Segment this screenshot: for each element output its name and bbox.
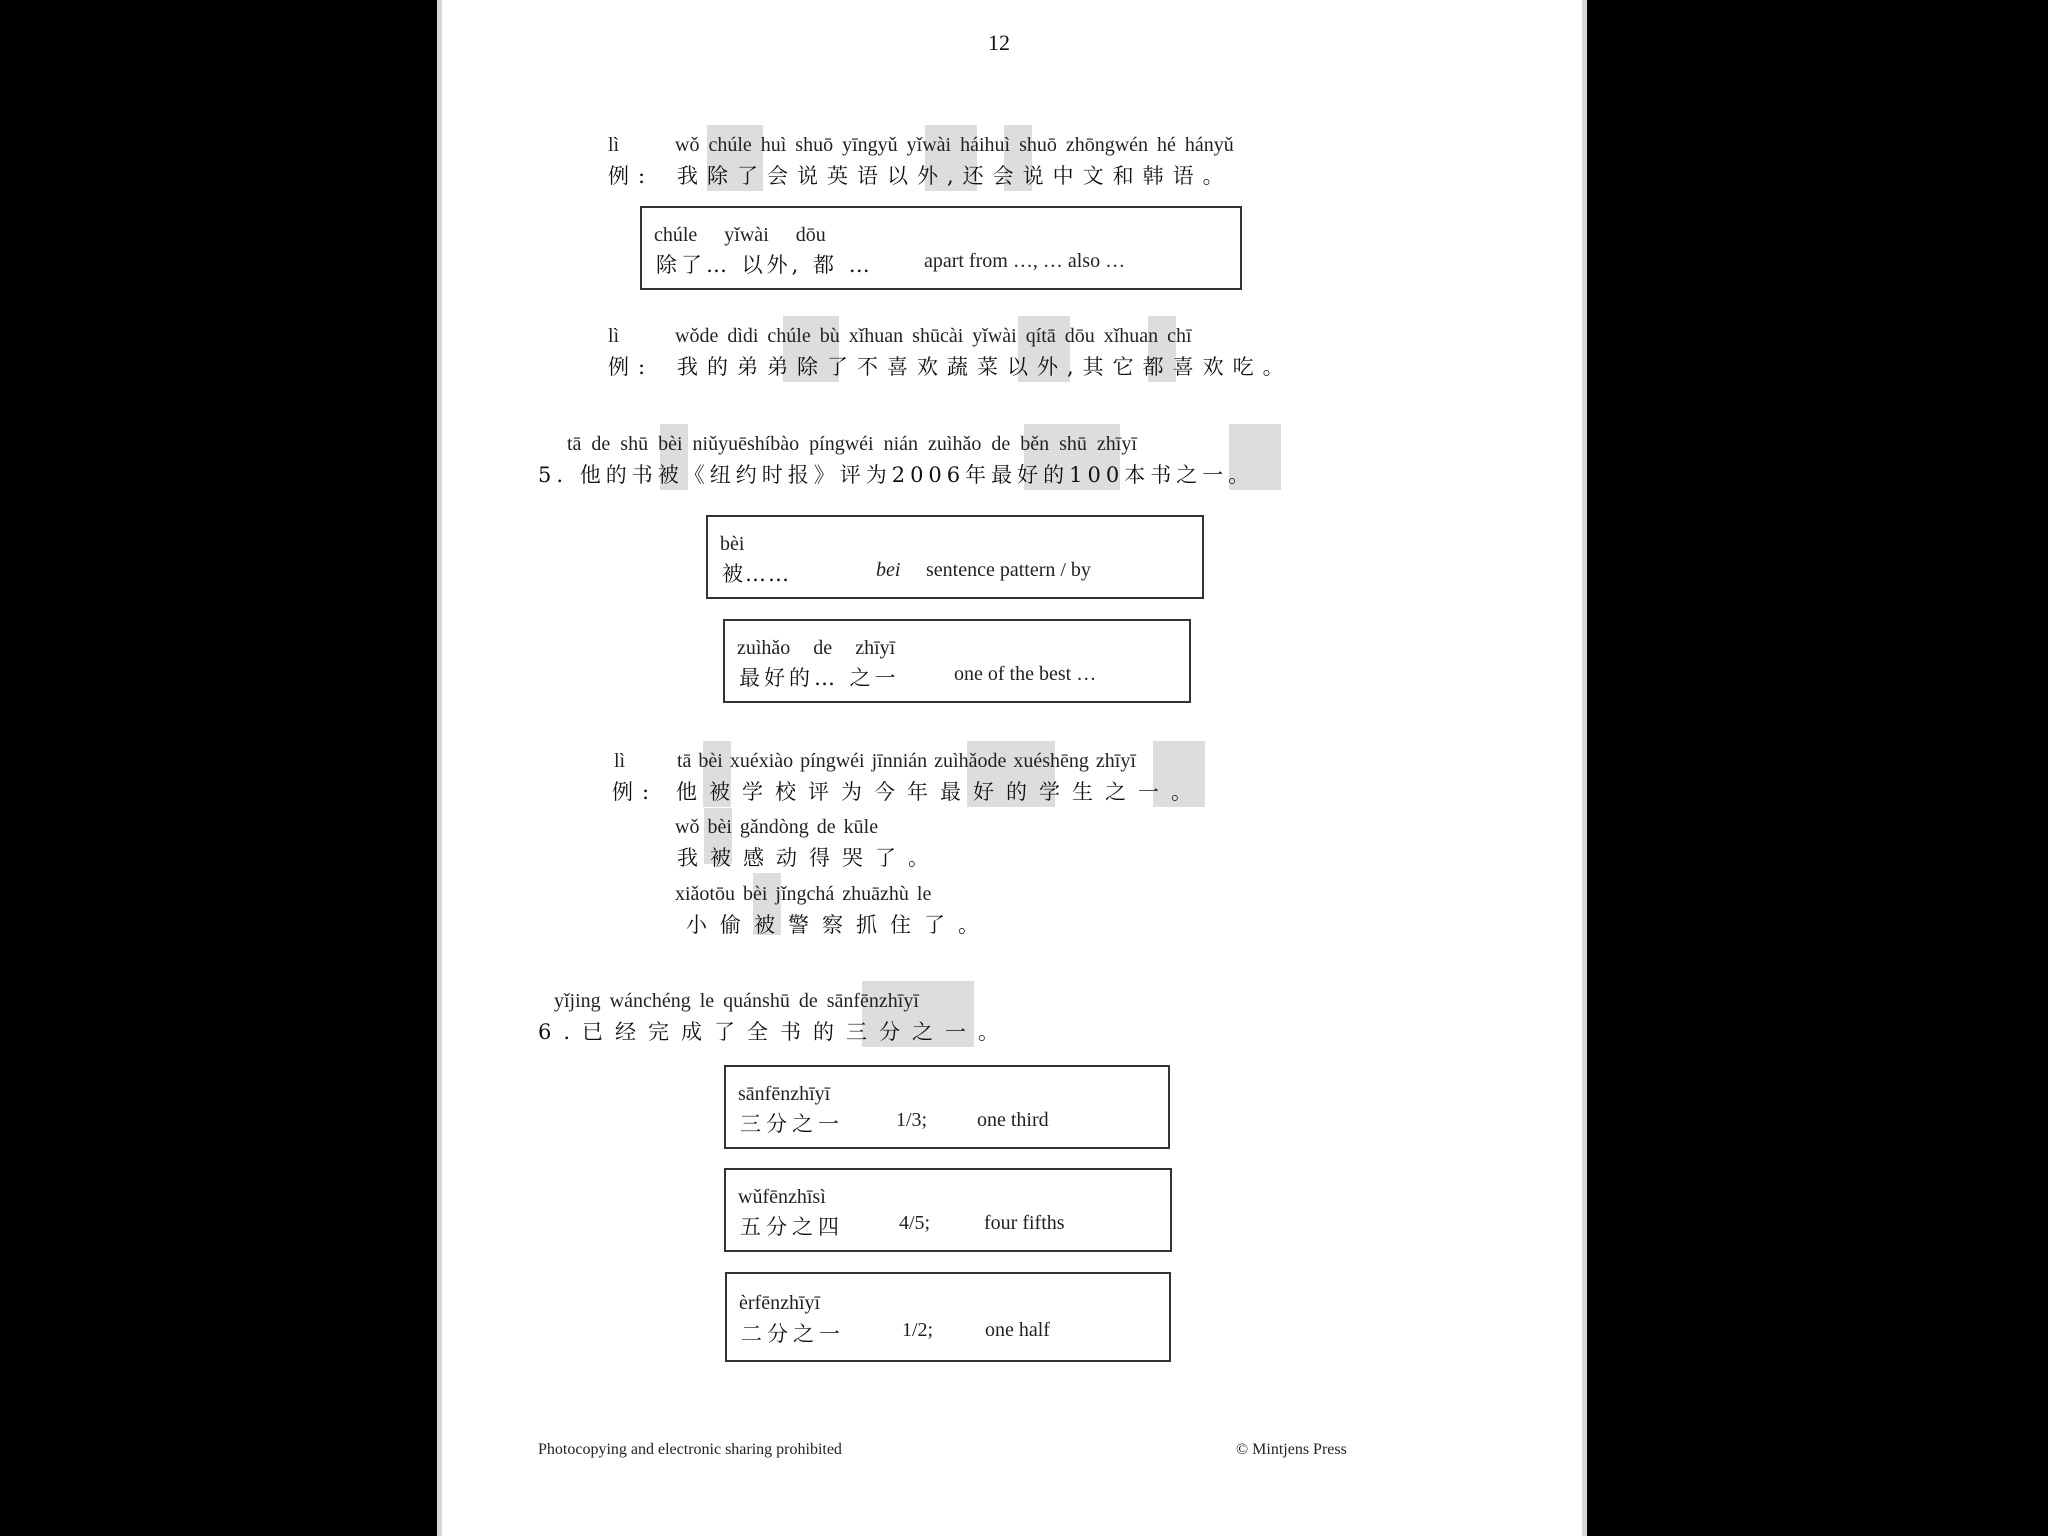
page-edge-right [1582,0,1587,1536]
vocab-hanzi: 除了… 以外, 都 … [656,253,874,277]
vocab-hanzi: 五分之四 [740,1215,844,1239]
vocab-fraction: 4/5; [899,1212,931,1234]
vocab-hanzi: 三分之一 [740,1112,844,1136]
example-label: 例: [608,164,655,188]
document-page[interactable] [442,0,1582,1536]
vocab-pinyin: zuìhǎo de zhīyī [737,637,896,659]
footer-copyright: © Mintjens Press [1236,1441,1347,1458]
vocab-box-zuihao-zhiyi [723,619,1191,703]
vocab-box-chule-yiwai [640,206,1242,290]
vocab-pattern: bei [876,559,901,581]
vocab-pinyin: wǔfēnzhīsì [738,1186,826,1208]
sentence-5-hanzi: 5. 他的书被《纽约时报》评为2006年最好的100本书之一。 [538,463,1255,487]
vocab-meaning: one third [977,1109,1049,1131]
example-1-hanzi: 我除了会说英语以外,还会说中文和韩语。 [677,164,1233,188]
example-4-hanzi: 我被感动得哭了。 [677,846,941,870]
example-2-pinyin: wǒde dìdi chúle bù xǐhuan shūcài yǐwài qítā dōu xǐhuan chī [675,325,1192,347]
vocab-meaning: one half [985,1319,1050,1341]
example-label-pinyin: lì [608,325,620,347]
footer-notice: Photocopying and electronic sharing prohibited [538,1441,842,1458]
example-5-hanzi: 小偷被警察抓住了。 [686,913,992,937]
sentence-5-pinyin: tā de shū bèi niǔyuēshíbào píngwéi nián zuìhǎo de běn shū zhīyī [567,433,1137,455]
vocab-box-bei [706,515,1204,599]
vocab-pinyin: bèi [720,533,745,555]
vocab-hanzi: 被…… [722,562,791,586]
example-label: 例: [608,355,655,379]
vocab-pinyin: chúle yǐwài dōu [654,224,826,246]
vocab-hanzi: 最好的… 之一 [739,666,900,690]
vocab-box-one-half [725,1272,1171,1362]
example-2-hanzi: 我的弟弟除了不喜欢蔬菜以外,其它都喜欢吃。 [677,355,1293,379]
example-3-hanzi: 他被学校评为今年最好的学生之一。 [676,780,1204,804]
sentence-6-pinyin: yǐjing wánchéng le quánshū de sānfēnzhīyī [554,990,919,1012]
vocab-fraction: 1/2; [902,1319,934,1341]
example-3-pinyin: tā bèi xuéxiào píngwéi jīnnián zuìhǎode xuéshēng zhīyī [677,750,1136,772]
example-4-pinyin: wǒ bèi gǎndòng de kūle [675,816,879,838]
vocab-pinyin: èrfēnzhīyī [739,1292,821,1314]
example-label-pinyin: lì [614,750,626,772]
vocab-meaning: four fifths [984,1212,1065,1234]
vocab-box-one-third [724,1065,1170,1149]
vocab-fraction: 1/3; [896,1109,928,1131]
example-1-pinyin: wǒ chúle huì shuō yīngyǔ yǐwài háihuì shuō zhōngwén hé hányǔ [675,134,1234,156]
vocab-meaning: apart from …, … also … [924,250,1126,272]
vocab-meaning: one of the best … [954,663,1097,685]
sentence-6-hanzi: 6.已经完成了全书的三分之一。 [538,1020,1012,1044]
vocab-hanzi: 二分之一 [741,1322,845,1346]
vocab-pinyin: sānfēnzhīyī [738,1083,831,1105]
page-number: 12 [988,30,1010,55]
vocab-box-four-fifths [724,1168,1172,1252]
example-label: 例: [612,780,659,804]
vocab-meaning: sentence pattern / by [926,559,1091,581]
example-label-pinyin: lì [608,134,620,156]
example-5-pinyin: xiǎotōu bèi jǐngchá zhuāzhù le [675,883,932,905]
